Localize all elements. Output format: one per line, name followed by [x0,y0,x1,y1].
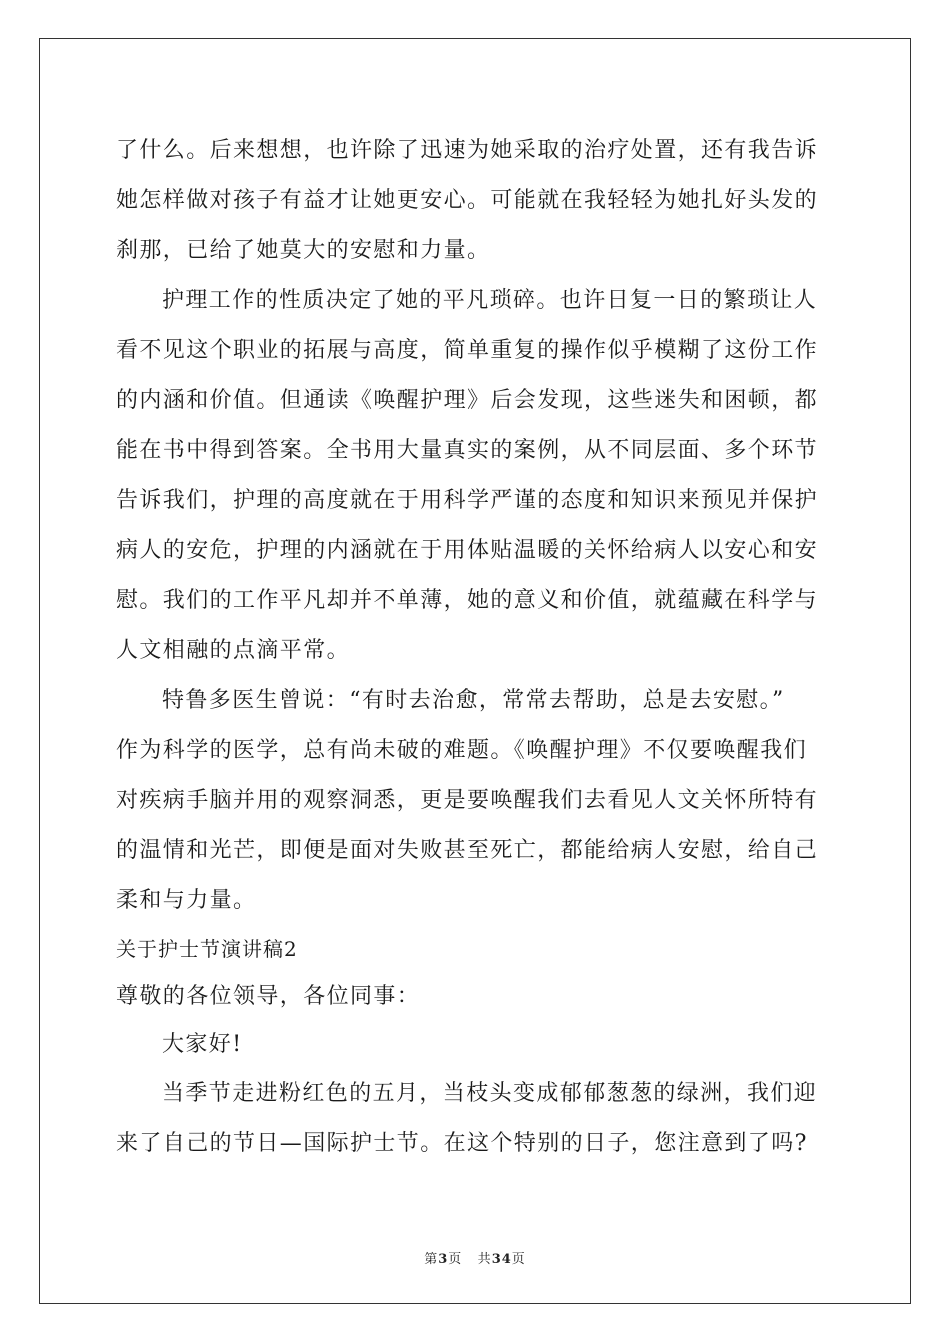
paragraph-line: 的内涵和价值。但通读《唤醒护理》后会发现，这些迷失和困顿，都 [116,388,819,413]
total-suffix: 页 [511,1252,526,1267]
paragraph-line: 人文相融的点滴平常。 [116,638,351,663]
paragraph-line: 病人的安危，护理的内涵就在于用体贴温暖的关怀给病人以安心和安 [116,538,819,563]
paragraph-line: 她怎样做对孩子有益才让她更安心。可能就在我轻轻为她扎好头发的 [116,188,819,213]
paragraph-line: 了什么。后来想想，也许除了迅速为她采取的治疗处置，还有我告诉 [116,138,819,163]
paragraph-line: 告诉我们，护理的高度就在于用科学严谨的态度和知识来预见并保护 [116,488,819,513]
page-footer [0,1248,950,1267]
greeting: 大家好! [162,1032,243,1057]
paragraph-line: 当季节走进粉红色的五月，当枝头变成郁郁葱葱的绿洲，我们迎 [162,1081,818,1106]
total-prefix: 共 [477,1252,492,1267]
paragraph-line: 能在书中得到答案。全书用大量真实的案例，从不同层面、多个环节 [116,438,819,463]
paragraph-line: 护理工作的性质决定了她的平凡琐碎。也许日复一日的繁琐让人 [162,288,818,313]
page-number: 3 [438,1252,449,1267]
paragraph-line: 的温情和光芒，即便是面对失败甚至死亡，都能给病人安慰，给自己 [116,838,819,863]
page-prefix: 第 [424,1252,439,1267]
paragraph-line: 看不见这个职业的拓展与高度，简单重复的操作似乎模糊了这份工作 [116,338,819,363]
section-heading: 关于护士节演讲稿2 [116,937,298,961]
total-pages: 34 [491,1252,512,1267]
paragraph-line: 来了自己的节日—国际护士节。在这个特别的日子，您注意到了吗? [116,1131,808,1156]
paragraph-line: 柔和与力量。 [116,888,257,913]
paragraph-line: 作为科学的医学，总有尚未破的难题。《唤醒护理》不仅要唤醒我们 [116,738,808,763]
salutation: 尊敬的各位领导，各位同事： [116,984,421,1009]
paragraph-line: 刹那，已给了她莫大的安慰和力量。 [116,238,491,263]
paragraph-line: 慰。我们的工作平凡却并不单薄，她的意义和价值，就蕴藏在科学与 [116,588,819,613]
page-suffix: 页 [448,1252,463,1267]
paragraph-line: 对疾病手脑并用的观察洞悉，更是要唤醒我们去看见人文关怀所特有 [116,788,819,813]
paragraph-line: 特鲁多医生曾说：“有时去治愈，常常去帮助，总是去安慰。” [162,688,785,713]
